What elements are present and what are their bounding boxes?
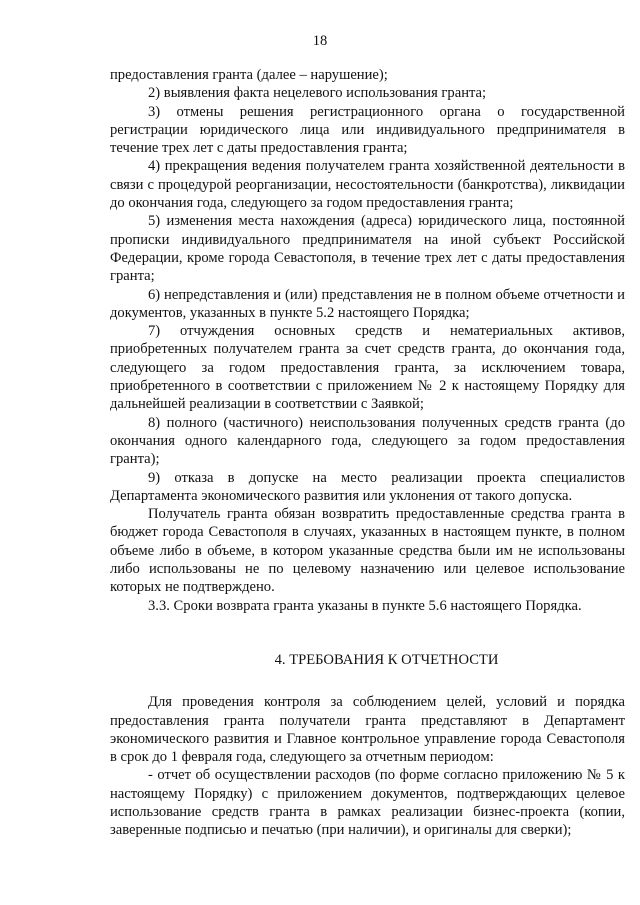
page-number: 18 — [312, 33, 328, 49]
paragraph: 6) непредставления и (или) представления не в полном объеме отчетности и документов, указанных в пункте 5.2 настоящего Порядка; — [110, 286, 625, 321]
paragraph: - отчет об осуществлении расходов (по форме согласно приложению № 5 к настоящему Порядку) с приложением документов, подтверждающих целевое использование средств гранта в рамках реализации бизнес-проекта (копии, заверенные подписью и печатью (при наличии), и оригиналы для сверки); — [110, 767, 625, 839]
paragraph: 3) отмены решения регистрационного органа о государственной регистрации юридического лица или индивидуального предпринимателя в течение трех лет с даты предоставления гранта; — [110, 103, 625, 157]
paragraph: 3.3. Сроки возврата гранта указаны в пункте 5.6 настоящего Порядка. — [148, 597, 582, 614]
paragraph: 7) отчуждения основных средств и нематериальных активов, приобретенных получателем гранта за счет средств гранта, до окончания года, следующего за годом предоставления гранта, за исключением товара, приобретенного в соответствии с приложением № 2 к настоящему Порядку для дальнейшей реализации в соответствии с Заявкой; — [110, 323, 625, 413]
paragraph: предоставления гранта (далее – нарушение); — [110, 67, 388, 83]
paragraph: 8) полного (частичного) неиспользования полученных средств гранта (до окончания одного календарного года, следующего за годом предоставления гранта); — [110, 414, 625, 468]
document-body — [110, 66, 625, 840]
paragraph: 5) изменения места нахождения (адреса) юридического лица, постоянной прописки индивидуального предпринимателя на иной субъект Российской Федерации, кроме города Севастополя, в течение трех лет с даты предоставления гранта; — [110, 213, 625, 285]
paragraph: 9) отказа в допуске на место реализации проекта специалистов Департамента экономического развития или уклонения от такого допуска. — [110, 469, 625, 504]
section-heading: 4. ТРЕБОВАНИЯ К ОТЧЕТНОСТИ — [274, 651, 499, 668]
paragraph: 4) прекращения ведения получателем гранта хозяйственной деятельности в связи с процедурой реорганизации, несостоятельности (банкротства), ликвидации до окончания года, следующего за годом предоставления гранта; — [110, 158, 625, 212]
paragraph-list-top — [110, 66, 625, 615]
paragraph: Получатель гранта обязан возвратить предоставленные средства гранта в бюджет города Севастополя в случаях, указанных в настоящем пункте, в полном объеме либо в объеме, в котором указанные средства были им не использованы либо использованы не по целевому назначению или целевое использование которых не подтверждено. — [110, 506, 625, 596]
paragraph: Для проведения контроля за соблюдением целей, условий и порядка предоставления гранта получатели гранта представляют в Департамент экономического развития и Главное контрольное управление города Севастополя в срок до 1 февраля года, следующего за отчетным периодом: — [110, 694, 625, 766]
paragraph-list-bottom — [110, 693, 625, 839]
paragraph: 2) выявления факта нецелевого использования гранта; — [148, 85, 487, 102]
